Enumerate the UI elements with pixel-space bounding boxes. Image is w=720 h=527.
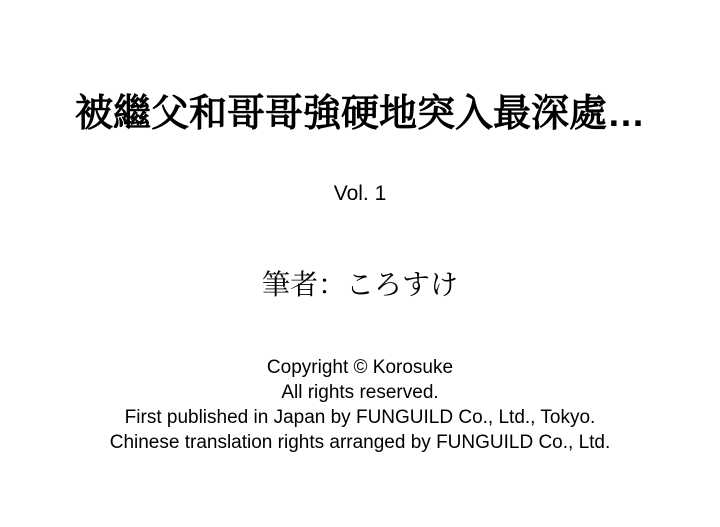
copyright-line-rights: All rights reserved.	[281, 382, 439, 403]
copyright-line-publisher: First published in Japan by FUNGUILD Co., Ltd., Tokyo.	[124, 407, 596, 428]
copyright-line-holder: Copyright © Korosuke	[266, 357, 454, 378]
book-title: 被繼父和哥哥強硬地突入最深處…	[74, 93, 645, 135]
copyright-block	[0, 355, 720, 455]
volume-label: Vol. 1	[333, 182, 387, 205]
author-line: 筆者：ころすけ	[261, 269, 458, 300]
copyright-line-translation: Chinese translation rights arranged by FUNGUILD Co., Ltd.	[109, 432, 611, 453]
